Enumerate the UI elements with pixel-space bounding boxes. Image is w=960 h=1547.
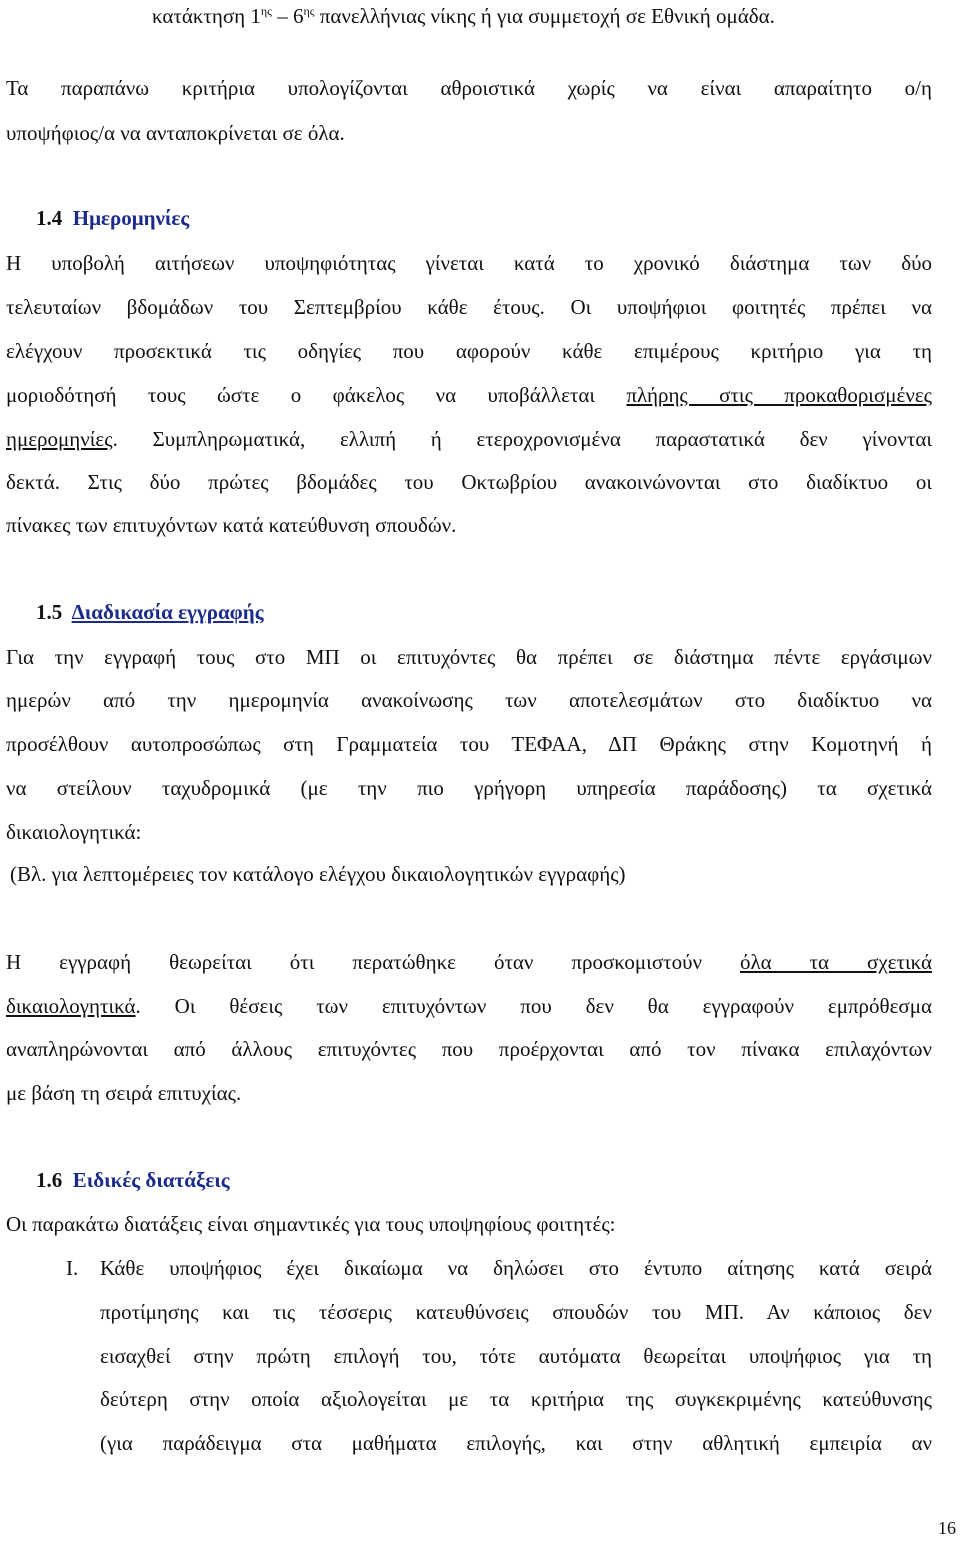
paragraph-line: δεκτά. Στις δύο πρώτες βδομάδες του Οκτωβρίου ανακοινώνονται στο διαδίκτυο οι <box>6 470 932 494</box>
paragraph-line: μοριοδότησή τους ώστε ο φάκελος να υποβάλλεται πλήρης στις προκαθορισμένες <box>6 383 932 407</box>
paragraph-line: υποψήφιος/α να ανταποκρίνεται σε όλα. <box>6 121 345 145</box>
paragraph-line: πίνακες των επιτυχόντων κατά κατεύθυνση σπουδών. <box>6 513 457 537</box>
continued-line: κατάκτηση $1^{\eta\varsigma} - 6^{\eta\varsigma}$ πανελλήνιας νίκης ή για συμμετοχή σε Εθνική ομάδα. <box>152 4 775 28</box>
paragraph-line: αναπληρώνονται από άλλους επιτυχόντες που προέρχονται από τον πίνακα επιλαχόντων <box>6 1037 932 1061</box>
paragraph-line: δικαιολογητικά. Οι θέσεις των επιτυχόντων που δεν θα εγγραφούν εμπρόθεσμα <box>6 994 932 1018</box>
list-item-line: Κάθε υποψήφιος έχει δικαίωμα να δηλώσει στο έντυπο αίτησης κατά σειρά <box>100 1256 932 1280</box>
list-marker: Ι. <box>66 1256 79 1280</box>
section-heading-1-4: 1.4 Ημερομηνίες <box>36 206 190 230</box>
section-heading-1-6: 1.6 Ειδικές διατάξεις <box>36 1168 230 1192</box>
list-item-line: προτίμησης και τις τέσσερις κατευθύνσεις σπουδών του ΜΠ. Αν κάποιος δεν <box>100 1300 932 1324</box>
reference-note: (Βλ. για λεπτομέρειες τον κατάλογο ελέγχου δικαιολογητικών εγγραφής) <box>10 862 626 886</box>
paragraph-line: Τα παραπάνω κριτήρια υπολογίζονται αθροιστικά χωρίς να είναι απαραίτητο ο/η <box>6 76 932 100</box>
paragraph-line: ημερών από την ημερομηνία ανακοίνωσης των αποτελεσμάτων στο διαδίκτυο να <box>6 688 932 712</box>
paragraph-line: Για την εγγραφή τους στο ΜΠ οι επιτυχόντες θα πρέπει σε διάστημα πέντε εργάσιμων <box>6 645 932 669</box>
page-number: 16 <box>938 1518 956 1538</box>
section-heading-1-5: 1.5 Διαδικασία εγγραφής <box>36 600 264 624</box>
paragraph-line: προσέλθουν αυτοπροσώπως στη Γραμματεία του ΤΕΦΑΑ, ΔΠ Θράκης στην Κομοτηνή ή <box>6 732 932 756</box>
list-item-line: εισαχθεί στην πρώτη επιλογή του, τότε αυτόματα θεωρείται υποψήφιος για τη <box>100 1344 932 1368</box>
paragraph-line: ελέγχουν προσεκτικά τις οδηγίες που αφορούν κάθε επιμέρους κριτήριο για τη <box>6 339 932 363</box>
paragraph-line: Οι παρακάτω διατάξεις είναι σημαντικές για τους υποψηφίους φοιτητές: <box>6 1212 616 1236</box>
list-item-line: δεύτερη στην οποία αξιολογείται με τα κριτήρια της συγκεκριμένης κατεύθυνσης <box>100 1387 932 1411</box>
list-item-line: (για παράδειγμα στα μαθήματα επιλογής, και στην αθλητική εμπειρία αν <box>100 1431 932 1455</box>
paragraph-line: τελευταίων βδομάδων του Σεπτεμβρίου κάθε έτους. Οι υποψήφιοι φοιτητές πρέπει να <box>6 295 932 319</box>
paragraph-line: Η εγγραφή θεωρείται ότι περατώθηκε όταν προσκομιστούν όλα τα σχετικά <box>6 950 932 974</box>
paragraph-line: με βάση τη σειρά επιτυχίας. <box>6 1081 242 1105</box>
paragraph-line: ημερομηνίες. Συμπληρωματικά, ελλιπή ή ετεροχρονισμένα παραστατικά δεν γίνονται <box>6 427 932 451</box>
paragraph-line: δικαιολογητικά: <box>6 820 142 844</box>
paragraph-line: να στείλουν ταχυδρομικά (με την πιο γρήγορη υπηρεσία παράδοσης) τα σχετικά <box>6 776 932 800</box>
paragraph-line: Η υποβολή αιτήσεων υποψηφιότητας γίνεται κατά το χρονικό διάστημα των δύο <box>6 251 932 275</box>
